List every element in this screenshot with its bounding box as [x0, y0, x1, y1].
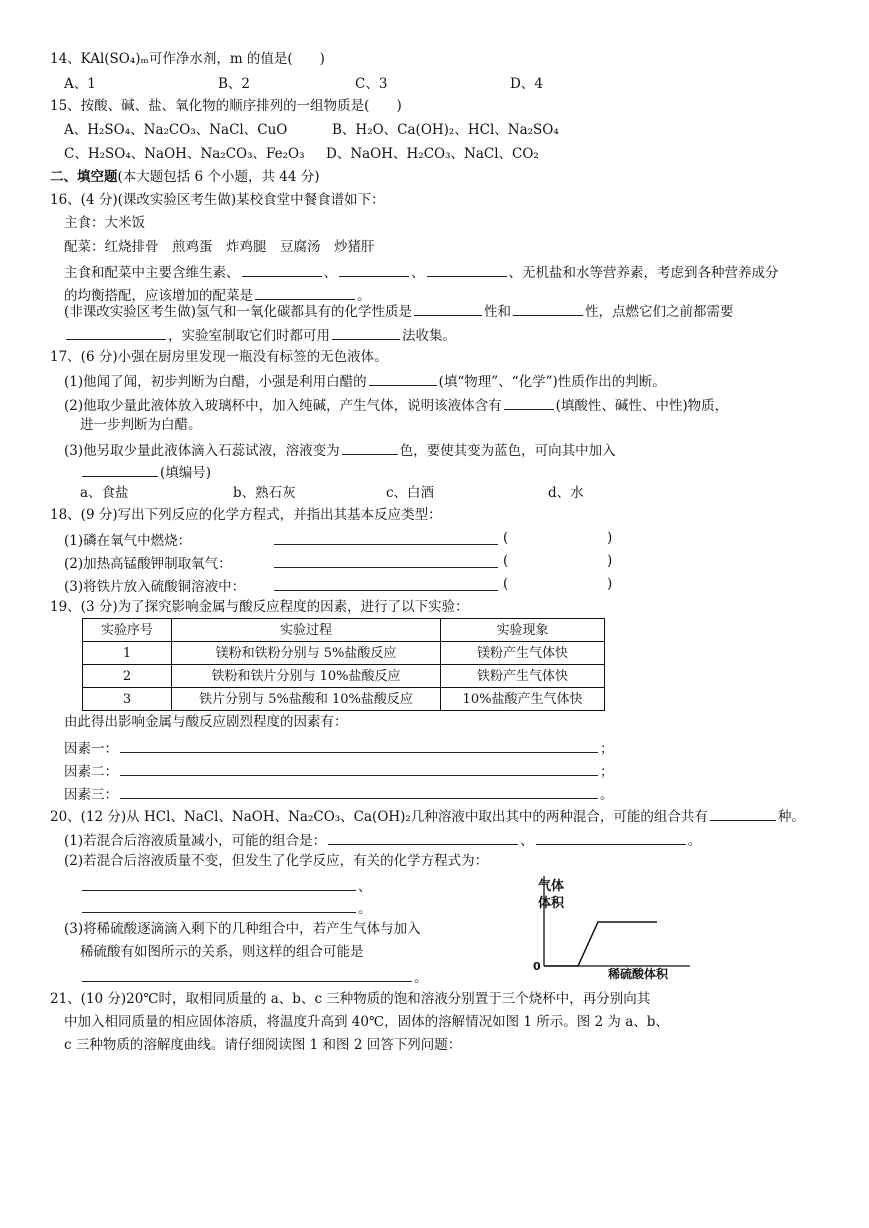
q18-item-3	[64, 578, 500, 595]
q14-option-b: B、2	[218, 76, 251, 92]
text: ；	[600, 764, 614, 780]
q17-part3	[64, 442, 616, 459]
text: (填酸性、碱性、中性)物质，	[555, 398, 729, 414]
q20-part2: (2)若混合后溶液质量不变，但发生了化学反应，有关的化学方程式为：	[64, 853, 489, 869]
text: 主食和配菜中主要含维生素、	[64, 265, 240, 281]
q15-option-a: A、H₂SO₄、Na₂CO₃、NaCl、CuO	[64, 122, 288, 138]
q16-line-collection	[64, 327, 456, 344]
table-cell: 镁粉和铁粉分别与 5%盐酸反应	[172, 642, 441, 665]
q20-part3-cont: 稀硫酸有如图所示的关系，则这样的组合可能是	[80, 944, 364, 960]
text: (2)加热高锰酸钾制取氧气：	[64, 556, 232, 572]
q15-option-c: C、H₂SO₄、NaOH、Na₂CO₃、Fe₂O₃	[64, 146, 305, 162]
text: 、无机盐和水等营养素，考虑到各种营养成分	[508, 265, 779, 281]
text: 。	[358, 901, 372, 917]
answer-blank[interactable]	[82, 900, 356, 913]
text: (1)他闻了闻，初步判断为白醋，小强是利用白醋的	[64, 374, 367, 390]
text: 20、(12 分)从 HCl、NaCl、NaOH、Na₂CO₃、Ca(OH)₂几种溶液中取出其中的两种混合，可能的组合共有	[50, 809, 708, 825]
table-cell: 铁粉产生气体快	[441, 665, 605, 688]
text: ，实验室制取它们时都可用	[168, 328, 330, 344]
answer-blank[interactable]	[536, 832, 686, 845]
gas-volume-graph	[530, 876, 700, 986]
answer-blank[interactable]	[82, 878, 356, 891]
column-header: 实验序号	[83, 619, 172, 642]
answer-blank[interactable]	[274, 532, 498, 545]
q16-line-gas-properties	[64, 303, 734, 320]
text: 法收集。	[402, 328, 456, 344]
column-header: 实验现象	[441, 619, 605, 642]
text: (3)将铁片放入硫酸铜溶液中：	[64, 579, 246, 595]
q14-stem: 14、KAl(SO₄)ₘ可作净水剂，m 的值是( )	[50, 51, 325, 67]
graph-origin: 0	[533, 960, 541, 973]
section-heading	[50, 171, 319, 185]
text: 。	[687, 833, 702, 849]
paren-close: )	[607, 576, 613, 592]
q16-line-side-dish	[64, 287, 371, 304]
section-note: (本大题包括 6 个小题，共 44 分)	[117, 169, 320, 185]
text: (填“物理”、“化学”)性质作出的判断。	[438, 374, 666, 390]
q19-stem: 19、(3 分)为了探究影响金属与酸反应程度的因素，进行了以下实验：	[50, 599, 469, 615]
gas-curve	[544, 922, 657, 966]
answer-blank[interactable]	[414, 303, 482, 316]
table-cell: 铁片分别与 5%盐酸和 10%盐酸反应	[172, 688, 441, 711]
answer-blank[interactable]	[332, 327, 400, 340]
section-title: 二、填空题	[50, 169, 118, 185]
table-cell: 1	[83, 642, 172, 665]
table-cell: 3	[83, 688, 172, 711]
text: 色，要使其变为蓝色，可向其中加入	[399, 443, 616, 459]
q20-part3: (3)将稀硫酸逐滴滴入剩下的几种组合中，若产生气体与加入	[64, 921, 421, 937]
graph-ylabel-1: 气体	[538, 879, 565, 894]
graph-xlabel: 稀硫酸体积	[608, 967, 669, 981]
table-cell: 2	[83, 665, 172, 688]
q16-stem: 16、(4 分)(课改实验区考生做)某校食堂中餐食谱如下：	[50, 192, 385, 208]
q17-part1	[64, 373, 666, 390]
q20-stem	[50, 808, 805, 825]
q17-stem: 17、(6 分)小强在厨房里发现一瓶没有标签的无色液体。	[50, 349, 388, 365]
text: 。	[600, 787, 614, 803]
q14-option-c: C、3	[355, 76, 388, 92]
q20-part1	[64, 832, 701, 849]
answer-blank[interactable]	[66, 327, 166, 340]
q17-part2-cont: 进一步判断为白醋。	[80, 417, 202, 433]
q16-staple-food: 主食：大米饭	[64, 215, 145, 231]
text: (1)若混合后溶液质量减小，可能的组合是：	[64, 833, 327, 849]
paren-open: (	[503, 576, 509, 592]
q17-choice-c: c、白酒	[386, 485, 435, 501]
answer-blank[interactable]	[82, 464, 158, 477]
q18-item-2	[64, 555, 500, 572]
q21-line-3: c 三种物质的溶解度曲线。请仔细阅读图 1 和图 2 回答下列问题：	[64, 1037, 462, 1053]
text: 性，点燃它们之前都需要	[585, 304, 734, 320]
text: 、	[520, 833, 534, 849]
answer-blank[interactable]	[274, 578, 498, 591]
text: 、	[323, 265, 337, 281]
column-header: 实验过程	[172, 619, 441, 642]
q17-part2	[64, 397, 728, 414]
q16-line-nutrients	[64, 264, 779, 281]
q21-line-1: 21、(10 分)20℃时，取相同质量的 a、b、c 三种物质的饱和溶液分别置于三个烧杯中，再分别向其	[50, 991, 651, 1007]
answer-blank[interactable]	[504, 397, 554, 410]
answer-blank[interactable]	[513, 303, 583, 316]
q18-stem: 18、(9 分)写出下列反应的化学方程式，并指出其基本反应类型：	[50, 507, 442, 523]
table-row	[83, 688, 605, 711]
text: 的均衡搭配，应该增加的配菜是	[64, 288, 253, 304]
answer-blank[interactable]	[242, 264, 322, 277]
answer-blank[interactable]	[342, 442, 398, 455]
text: 、	[358, 879, 372, 895]
answer-blank[interactable]	[328, 832, 518, 845]
answer-blank[interactable]	[120, 763, 598, 776]
q19-factor-1	[64, 740, 614, 757]
q20-part3-answer	[80, 969, 428, 986]
text: 、	[411, 265, 425, 281]
table-cell: 铁粉和铁片分别与 10%盐酸反应	[172, 665, 441, 688]
q20-part2-eq2	[80, 900, 372, 917]
text: 因素三：	[64, 787, 118, 803]
answer-blank[interactable]	[255, 287, 355, 300]
paren-open: (	[503, 530, 509, 546]
q15-option-b: B、H₂O、Ca(OH)₂、HCl、Na₂SO₄	[332, 122, 559, 138]
text: 种。	[777, 809, 805, 825]
q19-conclusion: 由此得出影响金属与酸反应剧烈程度的因素有：	[64, 714, 348, 730]
q21-line-2: 中加入相同质量的相应固体溶质，将温度升高到 40℃，固体的溶解情况如图 1 所示。图 2 为 a、b、	[64, 1014, 669, 1030]
text: (填编号)	[160, 465, 212, 481]
q14-option-a: A、1	[64, 76, 96, 92]
table-row	[83, 665, 605, 688]
text: (1)磷在氧气中燃烧：	[64, 533, 192, 549]
table-header-row	[83, 619, 605, 642]
q14-option-d: D、4	[510, 76, 543, 92]
q17-choice-b: b、熟石灰	[233, 485, 296, 501]
q19-factor-3	[64, 786, 614, 803]
text: (2)他取少量此液体放入玻璃杯中，加入纯碱，产生气体，说明该液体含有	[64, 398, 502, 414]
text: 性和	[484, 304, 512, 320]
answer-blank[interactable]	[274, 555, 498, 568]
answer-blank[interactable]	[120, 740, 598, 753]
answer-blank[interactable]	[427, 264, 507, 277]
text: (3)他另取少量此液体滴入石蕊试液，溶液变为	[64, 443, 340, 459]
q18-item-1	[64, 532, 500, 549]
graph-ylabel-2: 体积	[538, 896, 565, 911]
experiment-table	[82, 618, 605, 711]
q17-choice-a: a、食盐	[80, 485, 129, 501]
text: 因素二：	[64, 764, 118, 780]
q19-factor-2	[64, 763, 614, 780]
table-row	[83, 642, 605, 665]
answer-blank[interactable]	[710, 808, 776, 821]
q20-part2-eq1	[80, 878, 372, 895]
answer-blank[interactable]	[339, 264, 409, 277]
text: 。	[414, 970, 428, 986]
answer-blank[interactable]	[369, 373, 437, 386]
table-cell: 镁粉产生气体快	[441, 642, 605, 665]
answer-blank[interactable]	[120, 786, 598, 799]
table-cell: 10%盐酸产生气体快	[441, 688, 605, 711]
text: 。	[357, 288, 371, 304]
q17-part3-cont	[80, 464, 211, 481]
answer-blank[interactable]	[82, 969, 412, 982]
q17-choice-d: d、水	[548, 485, 584, 501]
paren-close: )	[607, 553, 613, 569]
q15-option-d: D、NaOH、H₂CO₃、NaCl、CO₂	[326, 146, 539, 162]
paren-open: (	[503, 553, 509, 569]
paren-close: )	[607, 530, 613, 546]
text: 因素一：	[64, 741, 118, 757]
q16-side-dishes: 配菜：红烧排骨 煎鸡蛋 炸鸡腿 豆腐汤 炒猪肝	[64, 239, 375, 255]
text: ；	[600, 741, 614, 757]
q15-stem: 15、按酸、碱、盐、氧化物的顺序排列的一组物质是( )	[50, 98, 402, 114]
text: (非课改实验区考生做)氢气和一氧化碳都具有的化学性质是	[64, 304, 413, 320]
